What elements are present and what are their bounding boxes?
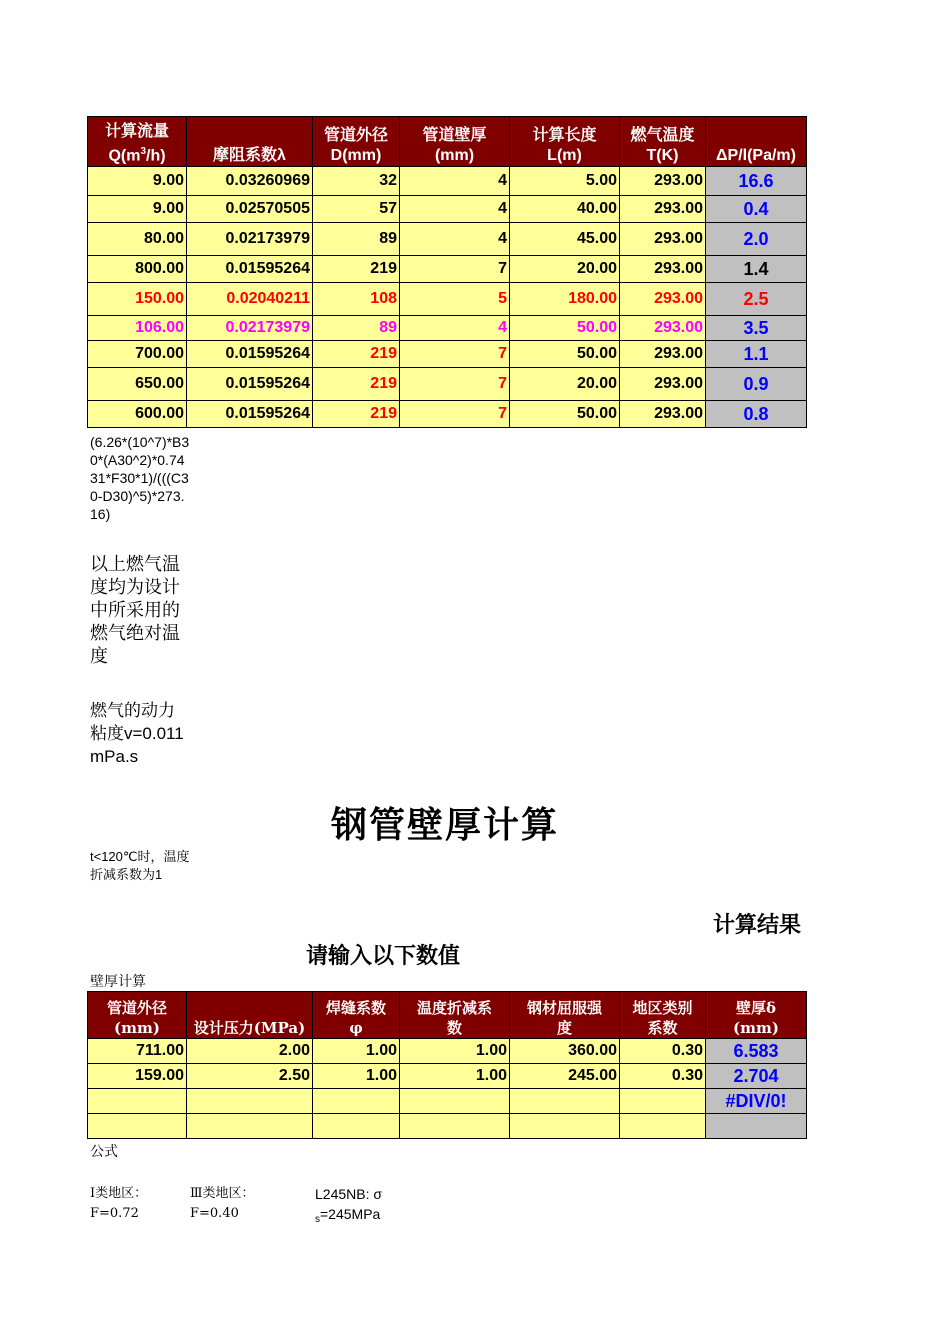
wall-input-cell[interactable]: 2.50 bbox=[187, 1064, 313, 1089]
flow-table-cell[interactable]: 293.00 bbox=[620, 196, 706, 223]
wall-input-cell[interactable]: 0.30 bbox=[620, 1064, 706, 1089]
flow-table-cell[interactable]: 4 bbox=[400, 196, 510, 223]
flow-table-cell[interactable]: 150.00 bbox=[88, 283, 187, 316]
material-subscript: s bbox=[315, 1214, 320, 1225]
flow-table-cell[interactable]: 89 bbox=[313, 316, 400, 341]
pressure-drop-cell[interactable]: 16.6 bbox=[706, 167, 807, 196]
flow-table-cell[interactable]: 0.02173979 bbox=[187, 316, 313, 341]
wall-thickness-result-cell[interactable]: 2.704 bbox=[706, 1064, 807, 1089]
flow-table-cell[interactable]: 4 bbox=[400, 316, 510, 341]
flow-table-cell[interactable]: 0.01595264 bbox=[187, 401, 313, 428]
wall-input-cell[interactable] bbox=[620, 1089, 706, 1114]
header-friction: 摩阻系数λ bbox=[187, 117, 313, 167]
flow-table-row bbox=[88, 256, 807, 283]
flow-table-cell[interactable]: 219 bbox=[313, 256, 400, 283]
wall-table-row bbox=[88, 1064, 807, 1089]
flow-table-cell[interactable]: 108 bbox=[313, 283, 400, 316]
flow-table-cell[interactable]: 180.00 bbox=[510, 283, 620, 316]
wall-input-cell[interactable]: 1.00 bbox=[313, 1064, 400, 1089]
pressure-drop-cell[interactable]: 0.9 bbox=[706, 368, 807, 401]
wall-input-cell[interactable]: 711.00 bbox=[88, 1039, 187, 1064]
area-class3 bbox=[190, 1184, 255, 1224]
pressure-drop-cell[interactable]: 0.8 bbox=[706, 401, 807, 428]
flow-table-cell[interactable]: 7 bbox=[400, 401, 510, 428]
wall-table-row bbox=[88, 1039, 807, 1064]
wall-input-cell[interactable]: 245.00 bbox=[510, 1064, 620, 1089]
flow-table-header bbox=[88, 117, 807, 167]
input-title: 请输入以下数值 bbox=[306, 944, 461, 969]
header-wall-thickness: 管道壁厚 (mm) bbox=[400, 117, 510, 167]
flow-table-row bbox=[88, 167, 807, 196]
flow-table-cell[interactable]: 800.00 bbox=[88, 256, 187, 283]
flow-table-cell[interactable]: 293.00 bbox=[620, 368, 706, 401]
header-pipe-od: 管道外径 (mm) bbox=[88, 992, 187, 1039]
header-wall-result: 壁厚δ (mm) bbox=[706, 992, 807, 1039]
result-title: 计算结果 bbox=[712, 913, 801, 938]
flow-table-cell[interactable]: 106.00 bbox=[88, 316, 187, 341]
wall-input-cell[interactable]: 0.30 bbox=[620, 1039, 706, 1064]
flow-table-cell[interactable]: 219 bbox=[313, 368, 400, 401]
flow-table-cell[interactable]: 50.00 bbox=[510, 401, 620, 428]
wall-input-cell[interactable]: 2.00 bbox=[187, 1039, 313, 1064]
flow-table-cell[interactable]: 0.01595264 bbox=[187, 341, 313, 368]
flow-table-cell[interactable]: 293.00 bbox=[620, 256, 706, 283]
header-pressure-drop: ΔP/l(Pa/m) bbox=[706, 117, 807, 167]
flow-table-cell[interactable]: 50.00 bbox=[510, 316, 620, 341]
wall-input-cell[interactable]: 1.00 bbox=[400, 1064, 510, 1089]
viscosity-note: 燃气的动力粘度v=0.011mPa.s bbox=[90, 701, 184, 766]
temperature-factor-note: t<120℃时，温度折减系数为1 bbox=[90, 849, 190, 882]
flow-table-row bbox=[88, 401, 807, 428]
flow-table-cell[interactable]: 219 bbox=[313, 401, 400, 428]
flow-table-cell[interactable]: 89 bbox=[313, 223, 400, 256]
wall-input-cell[interactable] bbox=[400, 1114, 510, 1139]
flow-table-cell[interactable]: 0.02173979 bbox=[187, 223, 313, 256]
pressure-drop-cell[interactable]: 1.4 bbox=[706, 256, 807, 283]
wall-thickness-result-cell[interactable]: 6.583 bbox=[706, 1039, 807, 1064]
page-title: 钢管壁厚计算 bbox=[331, 805, 560, 846]
flow-table-cell[interactable]: 700.00 bbox=[88, 341, 187, 368]
flow-table-cell[interactable]: 600.00 bbox=[88, 401, 187, 428]
flow-table-cell[interactable]: 0.02570505 bbox=[187, 196, 313, 223]
area-class1 bbox=[90, 1184, 147, 1224]
pressure-drop-cell[interactable]: 1.1 bbox=[706, 341, 807, 368]
wall-table-row bbox=[88, 1114, 807, 1139]
flow-table-cell[interactable]: 0.01595264 bbox=[187, 256, 313, 283]
wall-input-cell[interactable] bbox=[313, 1114, 400, 1139]
material-note bbox=[315, 1184, 382, 1230]
flow-table-cell[interactable]: 32 bbox=[313, 167, 400, 196]
flow-table-row bbox=[88, 223, 807, 256]
wall-input-cell[interactable] bbox=[400, 1089, 510, 1114]
wall-input-cell[interactable] bbox=[620, 1114, 706, 1139]
flow-table-cell[interactable]: 4 bbox=[400, 223, 510, 256]
wall-input-cell[interactable] bbox=[510, 1114, 620, 1139]
formula-label: 公式 bbox=[90, 1144, 118, 1160]
wall-input-cell[interactable]: 360.00 bbox=[510, 1039, 620, 1064]
wall-thickness-result-cell[interactable] bbox=[706, 1114, 807, 1139]
flow-table-cell[interactable]: 4 bbox=[400, 167, 510, 196]
area-class3-value: F=0.40 bbox=[190, 1206, 239, 1221]
wall-calc-label: 壁厚计算 bbox=[90, 974, 146, 990]
flow-table-cell[interactable]: 7 bbox=[400, 368, 510, 401]
wall-table-row bbox=[88, 1089, 807, 1114]
flow-table-cell[interactable]: 45.00 bbox=[510, 223, 620, 256]
header-outer-diameter: 管道外径 D(mm) bbox=[313, 117, 400, 167]
header-gas-temperature: 燃气温度 T(K) bbox=[620, 117, 706, 167]
material-suffix: =245MPa bbox=[320, 1206, 381, 1222]
wall-table-header bbox=[88, 992, 807, 1039]
wall-input-cell[interactable] bbox=[510, 1089, 620, 1114]
flow-table-cell[interactable]: 0.01595264 bbox=[187, 368, 313, 401]
flow-table-cell[interactable]: 5.00 bbox=[510, 167, 620, 196]
temperature-note: 以上燃气温度均为设计中所采用的燃气绝对温度 bbox=[90, 554, 180, 667]
header-flow: 计算流量 $Q(m^3/h)$ bbox=[88, 117, 187, 167]
flow-table-cell[interactable]: 20.00 bbox=[510, 256, 620, 283]
wall-input-cell[interactable] bbox=[313, 1089, 400, 1114]
area-class3-label: Ⅲ类地区： bbox=[190, 1186, 255, 1201]
header-weld-factor: 焊缝系数 φ bbox=[313, 992, 400, 1039]
pressure-drop-cell[interactable]: 3.5 bbox=[706, 316, 807, 341]
flow-table-row bbox=[88, 368, 807, 401]
header-design-pressure: 设计压力(MPa) bbox=[187, 992, 313, 1039]
flow-table-cell[interactable]: 57 bbox=[313, 196, 400, 223]
wall-input-cell[interactable]: 1.00 bbox=[400, 1039, 510, 1064]
flow-table-row bbox=[88, 196, 807, 223]
flow-table-cell[interactable]: 0.03260969 bbox=[187, 167, 313, 196]
flow-table-cell[interactable]: 7 bbox=[400, 256, 510, 283]
header-area-factor: 地区类别 系数 bbox=[620, 992, 706, 1039]
wall-input-cell[interactable]: 159.00 bbox=[88, 1064, 187, 1089]
pressure-drop-cell[interactable]: 0.4 bbox=[706, 196, 807, 223]
wall-thickness-table bbox=[87, 991, 807, 1139]
header-temp-factor: 温度折减系 数 bbox=[400, 992, 510, 1039]
area-class1-value: F=0.72 bbox=[90, 1206, 139, 1221]
wall-input-cell[interactable] bbox=[88, 1089, 187, 1114]
area-class1-label: Ⅰ类地区： bbox=[90, 1186, 148, 1201]
flow-table-row bbox=[88, 283, 807, 316]
flow-table-cell[interactable]: 7 bbox=[400, 341, 510, 368]
flow-table-cell[interactable]: 9.00 bbox=[88, 167, 187, 196]
flow-table-cell[interactable]: 80.00 bbox=[88, 223, 187, 256]
flow-table-cell[interactable]: 293.00 bbox=[620, 341, 706, 368]
flow-table-cell[interactable]: 650.00 bbox=[88, 368, 187, 401]
flow-table-cell[interactable]: 50.00 bbox=[510, 341, 620, 368]
flow-table-cell[interactable]: 9.00 bbox=[88, 196, 187, 223]
flow-table-cell[interactable]: 20.00 bbox=[510, 368, 620, 401]
material-prefix: L245NB: σ bbox=[315, 1186, 383, 1202]
flow-table-row bbox=[88, 316, 807, 341]
pressure-drop-cell[interactable]: 2.5 bbox=[706, 283, 807, 316]
wall-input-cell[interactable] bbox=[187, 1089, 313, 1114]
header-yield-strength: 钢材屈服强 度 bbox=[510, 992, 620, 1039]
wall-input-cell[interactable] bbox=[88, 1114, 187, 1139]
formula-note: (6.26*(10^7)*B30*(A30^2)*0.7431*F30*1)/(((C30-D30)^5)*273.16) bbox=[90, 434, 190, 522]
flow-table-cell[interactable]: 293.00 bbox=[620, 283, 706, 316]
flow-table-cell[interactable]: 5 bbox=[400, 283, 510, 316]
flow-table-row bbox=[88, 341, 807, 368]
flow-table-cell[interactable]: 219 bbox=[313, 341, 400, 368]
header-length: 计算长度 L(m) bbox=[510, 117, 620, 167]
flow-table-cell[interactable]: 40.00 bbox=[510, 196, 620, 223]
flow-table-cell[interactable]: 293.00 bbox=[620, 223, 706, 256]
flow-table-cell[interactable]: 293.00 bbox=[620, 167, 706, 196]
wall-input-cell[interactable] bbox=[187, 1114, 313, 1139]
wall-thickness-result-cell[interactable]: #DIV/0! bbox=[706, 1089, 807, 1114]
flow-table-cell[interactable]: 0.02040211 bbox=[187, 283, 313, 316]
pressure-drop-cell[interactable]: 2.0 bbox=[706, 223, 807, 256]
wall-input-cell[interactable]: 1.00 bbox=[313, 1039, 400, 1064]
flow-table-cell[interactable]: 293.00 bbox=[620, 316, 706, 341]
flow-table-cell[interactable]: 293.00 bbox=[620, 401, 706, 428]
gas-flow-table bbox=[87, 116, 807, 428]
